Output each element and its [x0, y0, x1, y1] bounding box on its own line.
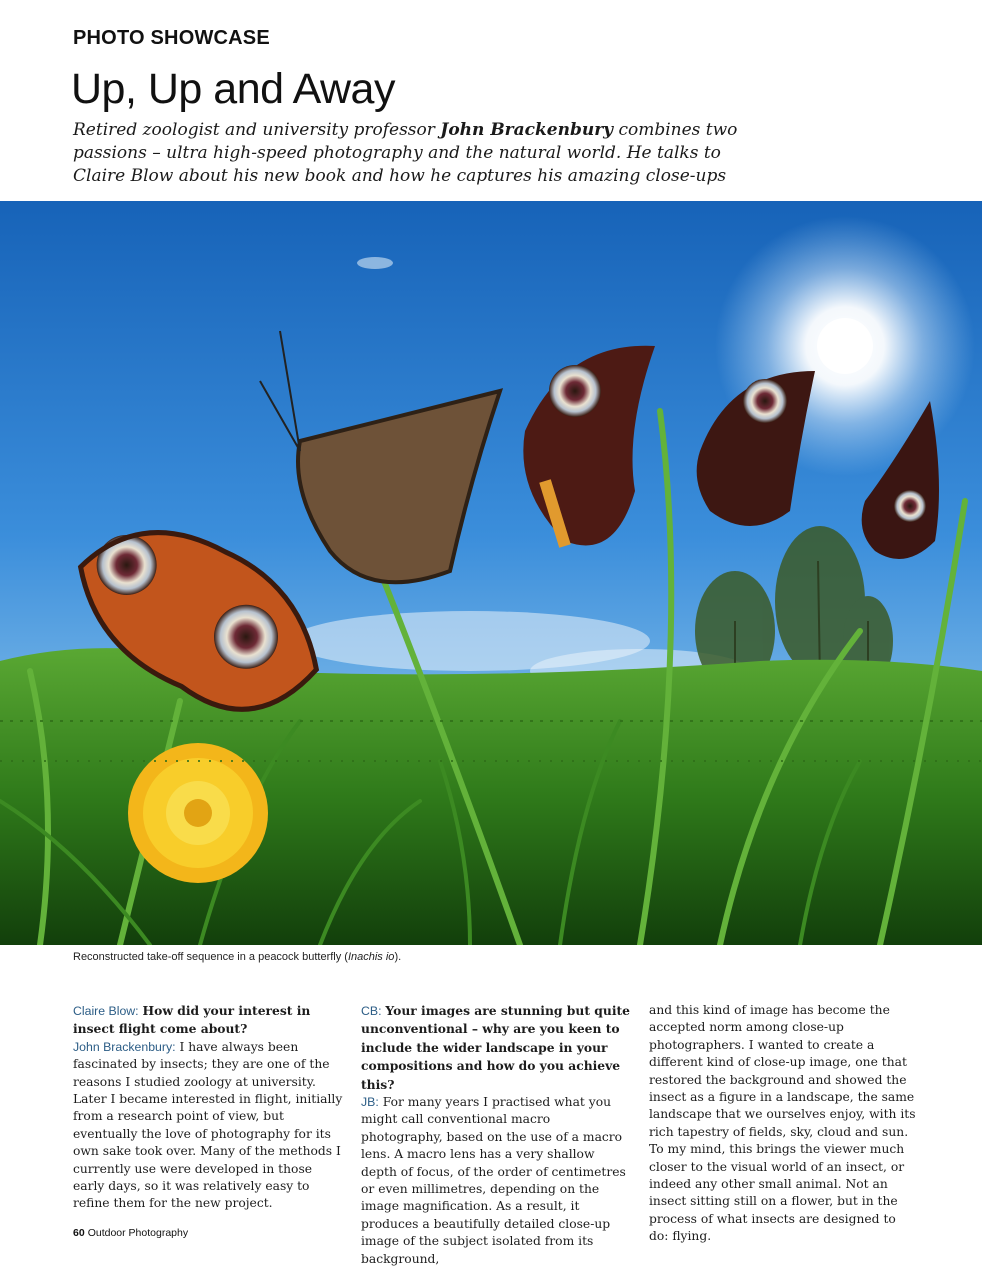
caption-text: ).: [394, 951, 402, 963]
body-column-3: [649, 1002, 919, 1246]
article-title: Up, Up and Away: [71, 65, 395, 113]
body-column-2: [361, 1002, 631, 1268]
speaker-label: John Brackenbury:: [73, 1039, 176, 1054]
page-number: 60: [73, 1227, 85, 1239]
interview-question: Your images are stunning but quite unconventional – why are you keen to include the wider landscape in your compositions and how do you achieve this?: [361, 1003, 630, 1092]
standfirst-text: combines two passions – ultra high-speed photography and the natural world. He talks to Claire Blow about his new book and how he captures his amazing close-ups: [73, 120, 738, 186]
publication-name: Outdoor Photography: [87, 1227, 189, 1239]
butterfly-photo: [0, 201, 982, 945]
interview-answer: I have always been fascinated by insects; they are one of the reasons I studied zoology at university. Later I became interested in flight, initially from a research point of view, but eventually the love of photography for its own sake took over. Many of the methods I currently use were developed in those early days, so it was relatively easy to refine them for the new project.: [73, 1039, 343, 1211]
interview-answer: and this kind of image has become the accepted norm among close-up photographers. I wanted to create a different kind of close-up image, one that restored the background and showed the insect as a figure in a landscape, the same landscape that we ourselves enjoy, with its rich tapestry of fields, sky, cloud and sun. To my mind, this brings the viewer much closer to the visual world of an insect, or indeed any other small animal. Not an insect sitting still on a flower, but in the process of what insects are designed to do: flying.: [649, 1003, 916, 1244]
speaker-label: CB:: [361, 1004, 382, 1018]
interview-answer: For many years I practised what you might call conventional macro photography, based on the use of a macro lens. A macro lens has a very shallow depth of focus, of the order of centimetres or even millimetres, depending on the image magnification. As a result, it produces a beautifully detailed close-up image of the subject isolated from its background,: [361, 1095, 626, 1266]
section-label: PHOTO SHOWCASE: [73, 27, 270, 49]
speaker-label: Claire Blow:: [73, 1004, 139, 1018]
caption-species: Inachis io: [347, 951, 395, 963]
page-footer: [73, 1227, 188, 1239]
caption-text: Reconstructed take-off sequence in a peacock butterfly (: [73, 951, 348, 963]
dandelion: [128, 743, 268, 883]
standfirst-name: John Brackenbury: [440, 120, 614, 140]
body-column-1: [73, 1002, 343, 1213]
standfirst: [73, 119, 763, 188]
speaker-label: JB:: [361, 1095, 379, 1110]
standfirst-text: Retired zoologist and university professor: [73, 120, 441, 140]
photo-caption: [73, 951, 401, 963]
interview-question: How did your interest in insect flight come about?: [73, 1003, 311, 1037]
